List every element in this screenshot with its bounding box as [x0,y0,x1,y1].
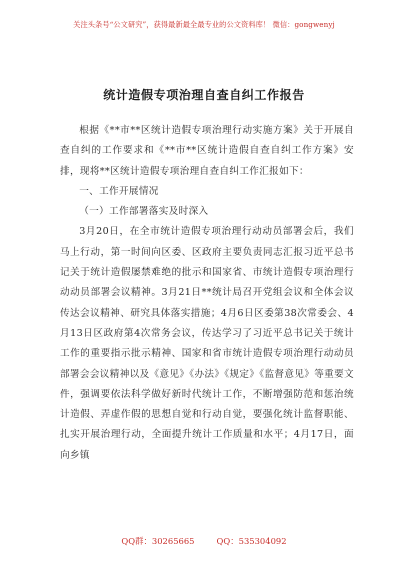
contact-footer [0,535,408,547]
body-paragraph: 3月20日，在全市统计造假专项治理行动动员部署会后，我们马上行动，第一时间向区委、区政府主要负责同志汇报习近平总书记关于统计造假屡禁难绝的批示和国家省、市统计造假专项治理行动动员部署会议精神。3月21日**统计局召开党组会议和全体会议传达会议精神、研究具体落实措施；4月6日区委第38次常委会、4月13日区政府第4次常务会议，传达学习了习近平总书记关于统计工作的重要指示批示精神、国家和省市统计造假专项治理行动动员部署会会议精神以及《意见》《办法》《规定》《监督意见》等重要文件，强调要依法科学做好新时代统计工作，不断增强防范和惩治统计造假、弄虚作假的思想自觉和行动自觉，要强化统计监督职能、扎实开展治理行动，全面提升统计工作质量和水平；4月17日，面向乡镇 [60,226,354,461]
document-body [60,121,354,466]
qq-group-number: QQ群：30265665 [121,536,195,546]
section-heading: 一、工作开展情况 [79,185,159,197]
intro-paragraph: 根据《**市**区统计造假专项治理行动实施方案》关于开展自查自纠的工作要求和《**市**区统计造假自查自纠工作方案》安排，现将**区统计造假专项治理自查自纠工作汇报如下： [60,125,354,177]
qq-number: QQ：535304092 [216,536,287,546]
promo-banner: 关注头条号“公文研究”，获得最新最全最专业的公文资料库！ 微信：gongwenyj [73,20,335,29]
document-title: 统计造假专项治理自查自纠工作报告 [103,88,305,102]
subsection-heading: （一）工作部署落实及时深入 [79,206,209,218]
